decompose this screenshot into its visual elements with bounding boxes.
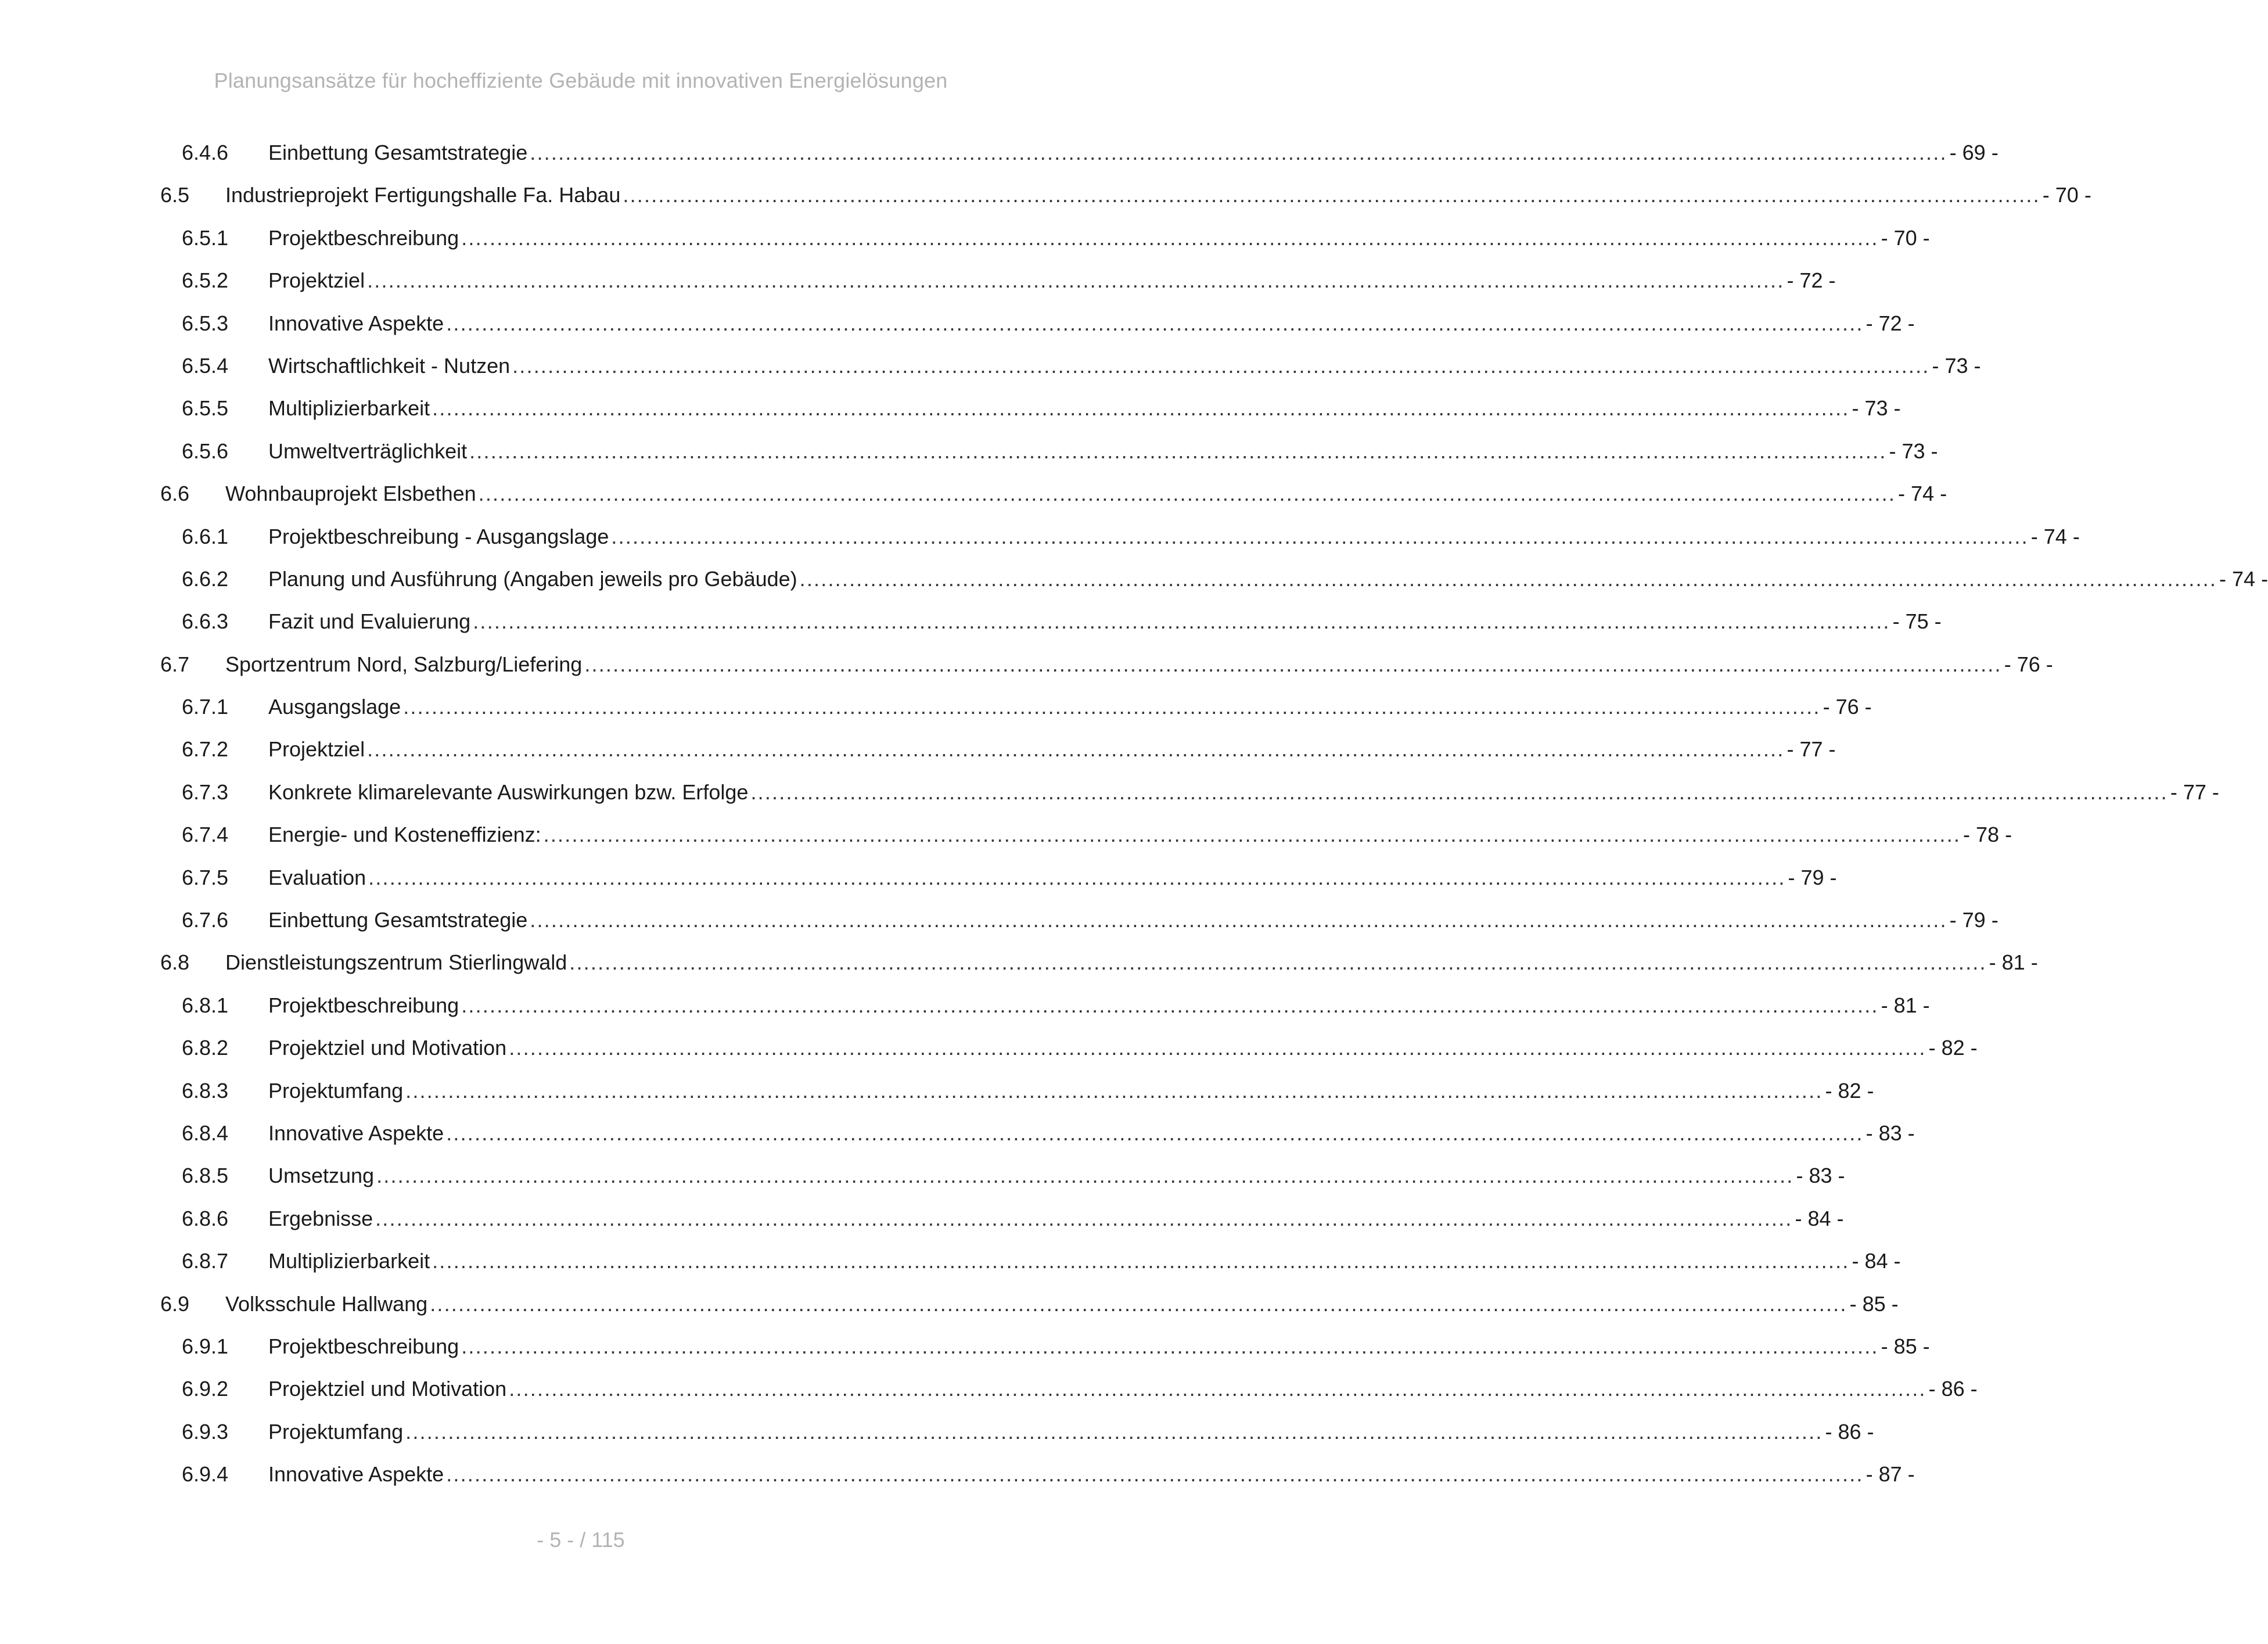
toc-entry-title: Multiplizierbarkeit <box>268 396 430 421</box>
toc-entry-title: Volksschule Hallwang <box>225 1291 428 1316</box>
toc-entry-number: 6.9 <box>160 1291 190 1316</box>
toc-entry-number: 6.7.2 <box>182 737 229 762</box>
toc-entry-6-8-2[interactable] <box>0 1033 1978 1076</box>
dot-leader: ........................................................................................................................................................................................................ <box>432 1249 1850 1273</box>
toc-entry-number: 6.9.3 <box>182 1419 229 1444</box>
table-of-contents <box>0 138 2268 1503</box>
toc-entry-title: Energie- und Kosteneffizienz: <box>268 823 541 847</box>
toc-entry-6-9-1[interactable] <box>0 1332 1930 1374</box>
dot-leader: ........................................................................................................................................................................................................ <box>469 439 1887 463</box>
dot-leader: ........................................................................................................................................................................................................ <box>367 737 1785 762</box>
toc-entry-6-8-5[interactable] <box>0 1161 1845 1204</box>
dot-leader: ........................................................................................................................................................................................................ <box>611 524 2029 548</box>
dot-leader: ........................................................................................................................................................................................................ <box>750 780 2168 804</box>
toc-entry-number: 6.8.7 <box>182 1249 229 1273</box>
toc-entry-6-9[interactable] <box>0 1290 1899 1332</box>
toc-entry-page: - 72 - <box>1787 268 1836 293</box>
toc-entry-number: 6.8.5 <box>182 1164 229 1188</box>
toc-entry-title: Multiplizierbarkeit <box>268 1249 430 1273</box>
toc-entry-6-8-3[interactable] <box>0 1076 1874 1119</box>
toc-entry-6-6-1[interactable] <box>0 522 2080 565</box>
toc-entry-6-8-1[interactable] <box>0 991 1930 1033</box>
toc-entry-page: - 79 - <box>1949 908 1999 932</box>
dot-leader: ........................................................................................................................................................................................................ <box>367 268 1785 293</box>
toc-entry-title: Projektziel und Motivation <box>268 1377 507 1401</box>
toc-entry-6-7-2[interactable] <box>0 735 1836 777</box>
toc-entry-page: - 70 - <box>1881 225 1930 250</box>
dot-leader: ........................................................................................................................................................................................................ <box>446 1462 1864 1487</box>
toc-entry-6-9-2[interactable] <box>0 1374 1978 1417</box>
toc-entry-page: - 82 - <box>1928 1036 1978 1060</box>
toc-entry-6-5-3[interactable] <box>0 309 1915 351</box>
toc-entry-6-5-1[interactable] <box>0 224 1930 266</box>
dot-leader: ........................................................................................................................................................................................................ <box>473 609 1890 634</box>
toc-entry-page: - 83 - <box>1866 1121 1915 1145</box>
toc-entry-page: - 83 - <box>1796 1164 1845 1188</box>
toc-entry-number: 6.9.1 <box>182 1334 229 1358</box>
toc-entry-number: 6.8.2 <box>182 1036 229 1060</box>
toc-entry-number: 6.6.2 <box>182 566 229 591</box>
dot-leader: ........................................................................................................................................................................................................ <box>403 695 1821 719</box>
toc-entry-title: Ergebnisse <box>268 1206 373 1230</box>
dot-leader: ........................................................................................................................................................................................................ <box>569 950 1987 975</box>
toc-entry-6-6[interactable] <box>0 479 1947 522</box>
toc-entry-page: - 84 - <box>1795 1206 1844 1230</box>
toc-entry-page: - 82 - <box>1825 1078 1874 1103</box>
toc-entry-page: - 74 - <box>2030 524 2080 548</box>
toc-entry-page: - 73 - <box>1852 396 1901 421</box>
toc-entry-title: Dienstleistungszentrum Stierlingwald <box>225 950 567 975</box>
toc-entry-title: Projektziel <box>268 268 365 293</box>
toc-entry-6-4-6[interactable] <box>0 138 1999 181</box>
toc-entry-6-8-4[interactable] <box>0 1119 1915 1161</box>
toc-entry-page: - 73 - <box>1932 353 1981 378</box>
toc-entry-page: - 78 - <box>1963 823 2012 847</box>
toc-entry-title: Sportzentrum Nord, Salzburg/Liefering <box>225 652 583 676</box>
toc-entry-number: 6.5.3 <box>182 311 229 335</box>
toc-entry-page: - 69 - <box>1949 141 1999 164</box>
toc-entry-page: - 73 - <box>1889 439 1938 463</box>
toc-entry-page: - 70 - <box>2042 183 2091 207</box>
toc-entry-6-7-1[interactable] <box>0 692 1872 735</box>
toc-entry-title: Projektziel und Motivation <box>268 1036 507 1060</box>
toc-entry-number: 6.6.1 <box>182 524 229 548</box>
toc-entry-page: - 84 - <box>1852 1249 1901 1273</box>
toc-entry-title: Innovative Aspekte <box>268 311 444 335</box>
toc-entry-number: 6.9.4 <box>182 1462 229 1487</box>
dot-leader: ........................................................................................................................................................................................................ <box>584 652 2002 676</box>
dot-leader: ........................................................................................................................................................................................................ <box>799 566 2217 591</box>
toc-entry-number: 6.5.6 <box>182 439 229 463</box>
toc-entry-page: - 75 - <box>1892 609 1942 634</box>
toc-entry-title: Umsetzung <box>268 1164 375 1188</box>
dot-leader: ........................................................................................................................................................................................................ <box>432 396 1850 421</box>
toc-entry-number: 6.7 <box>160 652 190 676</box>
dot-leader: ........................................................................................................................................................................................................ <box>530 141 1947 164</box>
dot-leader: ........................................................................................................................................................................................................ <box>405 1419 1823 1444</box>
toc-entry-page: - 72 - <box>1866 311 1915 335</box>
toc-entry-6-5[interactable] <box>0 181 2091 223</box>
toc-entry-title: Projektziel <box>268 737 365 762</box>
toc-entry-page: - 85 - <box>1849 1291 1899 1316</box>
toc-entry-number: 6.8.3 <box>182 1078 229 1103</box>
toc-entry-number: 6.8 <box>160 950 190 975</box>
toc-entry-number: 6.5.4 <box>182 353 229 378</box>
toc-entry-title: Konkrete klimarelevante Auswirkungen bzw. Erfolge <box>268 780 749 804</box>
toc-entry-number: 6.7.1 <box>182 695 229 719</box>
dot-leader: ........................................................................................................................................................................................................ <box>509 1377 1926 1401</box>
toc-entry-title: Wohnbauprojekt Elsbethen <box>225 482 476 506</box>
toc-entry-page: - 86 - <box>1928 1377 1978 1401</box>
toc-entry-title: Projektumfang <box>268 1078 404 1103</box>
toc-entry-title: Projektumfang <box>268 1419 404 1444</box>
toc-entry-number: 6.4.6 <box>182 141 229 164</box>
toc-entry-title: Einbettung Gesamtstrategie <box>268 908 528 932</box>
toc-entry-6-8[interactable] <box>0 948 2038 990</box>
toc-entry-number: 6.7.6 <box>182 908 229 932</box>
toc-entry-title: Innovative Aspekte <box>268 1121 444 1145</box>
dot-leader: ........................................................................................................................................................................................................ <box>623 183 2040 207</box>
toc-entry-6-5-2[interactable] <box>0 266 1836 308</box>
toc-entry-page: - 76 - <box>1823 695 1872 719</box>
dot-leader: ........................................................................................................................................................................................................ <box>405 1078 1823 1103</box>
toc-entry-page: - 74 - <box>2219 566 2268 591</box>
toc-entry-number: 6.8.1 <box>182 993 229 1017</box>
toc-entry-title: Industrieprojekt Fertigungshalle Fa. Habau <box>225 183 621 207</box>
toc-entry-title: Einbettung Gesamtstrategie <box>268 141 528 164</box>
toc-entry-6-9-4[interactable] <box>0 1460 1915 1502</box>
toc-entry-title: Projektbeschreibung <box>268 993 459 1017</box>
toc-entry-page: - 81 - <box>1881 993 1930 1017</box>
toc-entry-page: - 86 - <box>1825 1419 1874 1444</box>
dot-leader: ........................................................................................................................................................................................................ <box>512 353 1930 378</box>
running-header: Planungsansätze für hocheffiziente Gebäude mit innovativen Energielösungen <box>214 69 948 92</box>
dot-leader: ........................................................................................................................................................................................................ <box>478 482 1896 506</box>
toc-entry-title: Projektbeschreibung <box>268 225 459 250</box>
toc-entry-page: - 74 - <box>1898 482 1947 506</box>
toc-entry-6-7-5[interactable] <box>0 863 1837 906</box>
dot-leader: ........................................................................................................................................................................................................ <box>461 225 1879 250</box>
toc-entry-title: Wirtschaftlichkeit - Nutzen <box>268 353 511 378</box>
toc-entry-page: - 77 - <box>2170 780 2219 804</box>
toc-entry-6-5-5[interactable] <box>0 394 1901 436</box>
toc-entry-6-6-2[interactable] <box>0 565 2268 607</box>
toc-entry-number: 6.5.5 <box>182 396 229 421</box>
toc-entry-title: Innovative Aspekte <box>268 1462 444 1487</box>
dot-leader: ........................................................................................................................................................................................................ <box>509 1036 1926 1060</box>
toc-entry-title: Ausgangslage <box>268 695 401 719</box>
dot-leader: ........................................................................................................................................................................................................ <box>375 1206 1793 1230</box>
toc-entry-title: Planung und Ausführung (Angaben jeweils pro Gebäude) <box>268 566 797 591</box>
toc-entry-title: Projektbeschreibung - Ausgangslage <box>268 524 609 548</box>
toc-entry-number: 6.5 <box>160 183 190 207</box>
toc-entry-6-8-7[interactable] <box>0 1247 1901 1289</box>
toc-entry-number: 6.6 <box>160 482 190 506</box>
toc-entry-6-7-6[interactable] <box>0 906 1999 948</box>
dot-leader: ........................................................................................................................................................................................................ <box>430 1291 1848 1316</box>
toc-entry-title: Fazit und Evaluierung <box>268 609 471 634</box>
toc-entry-page: - 81 - <box>1989 950 2038 975</box>
toc-entry-6-8-6[interactable] <box>0 1204 1844 1247</box>
dot-leader: ........................................................................................................................................................................................................ <box>446 1121 1864 1145</box>
toc-entry-number: 6.7.3 <box>182 780 229 804</box>
dot-leader: ........................................................................................................................................................................................................ <box>376 1164 1794 1188</box>
toc-entry-page: - 85 - <box>1881 1334 1930 1358</box>
toc-entry-number: 6.8.6 <box>182 1206 229 1230</box>
dot-leader: ........................................................................................................................................................................................................ <box>446 311 1864 335</box>
toc-entry-6-7-3[interactable] <box>0 778 2219 820</box>
toc-entry-number: 6.8.4 <box>182 1121 229 1145</box>
page-number-footer: - 5 - / 115 <box>537 1528 625 1552</box>
toc-entry-title: Umweltverträglichkeit <box>268 439 468 463</box>
toc-entry-number: 6.9.2 <box>182 1377 229 1401</box>
toc-entry-page: - 87 - <box>1866 1462 1915 1487</box>
toc-entry-6-7-4[interactable] <box>0 820 2012 863</box>
toc-entry-number: 6.5.2 <box>182 268 229 293</box>
dot-leader: ........................................................................................................................................................................................................ <box>368 865 1786 889</box>
dot-leader: ........................................................................................................................................................................................................ <box>530 908 1947 932</box>
toc-entry-number: 6.6.3 <box>182 609 229 634</box>
toc-entry-number: 6.5.1 <box>182 225 229 250</box>
toc-entry-number: 6.7.4 <box>182 823 229 847</box>
toc-entry-6-5-6[interactable] <box>0 437 1938 479</box>
toc-entry-page: - 76 - <box>2004 652 2053 676</box>
toc-entry-title: Projektbeschreibung <box>268 1334 459 1358</box>
dot-leader: ........................................................................................................................................................................................................ <box>461 993 1879 1017</box>
toc-entry-6-9-3[interactable] <box>0 1417 1874 1460</box>
dot-leader: ........................................................................................................................................................................................................ <box>543 823 1961 847</box>
toc-entry-number: 6.7.5 <box>182 865 229 889</box>
toc-entry-title: Evaluation <box>268 865 366 889</box>
toc-entry-6-7[interactable] <box>0 650 2053 692</box>
toc-entry-6-6-3[interactable] <box>0 607 1942 649</box>
toc-entry-page: - 77 - <box>1787 737 1836 762</box>
dot-leader: ........................................................................................................................................................................................................ <box>461 1334 1879 1358</box>
toc-entry-page: - 79 - <box>1788 865 1837 889</box>
toc-entry-6-5-4[interactable] <box>0 351 1981 394</box>
